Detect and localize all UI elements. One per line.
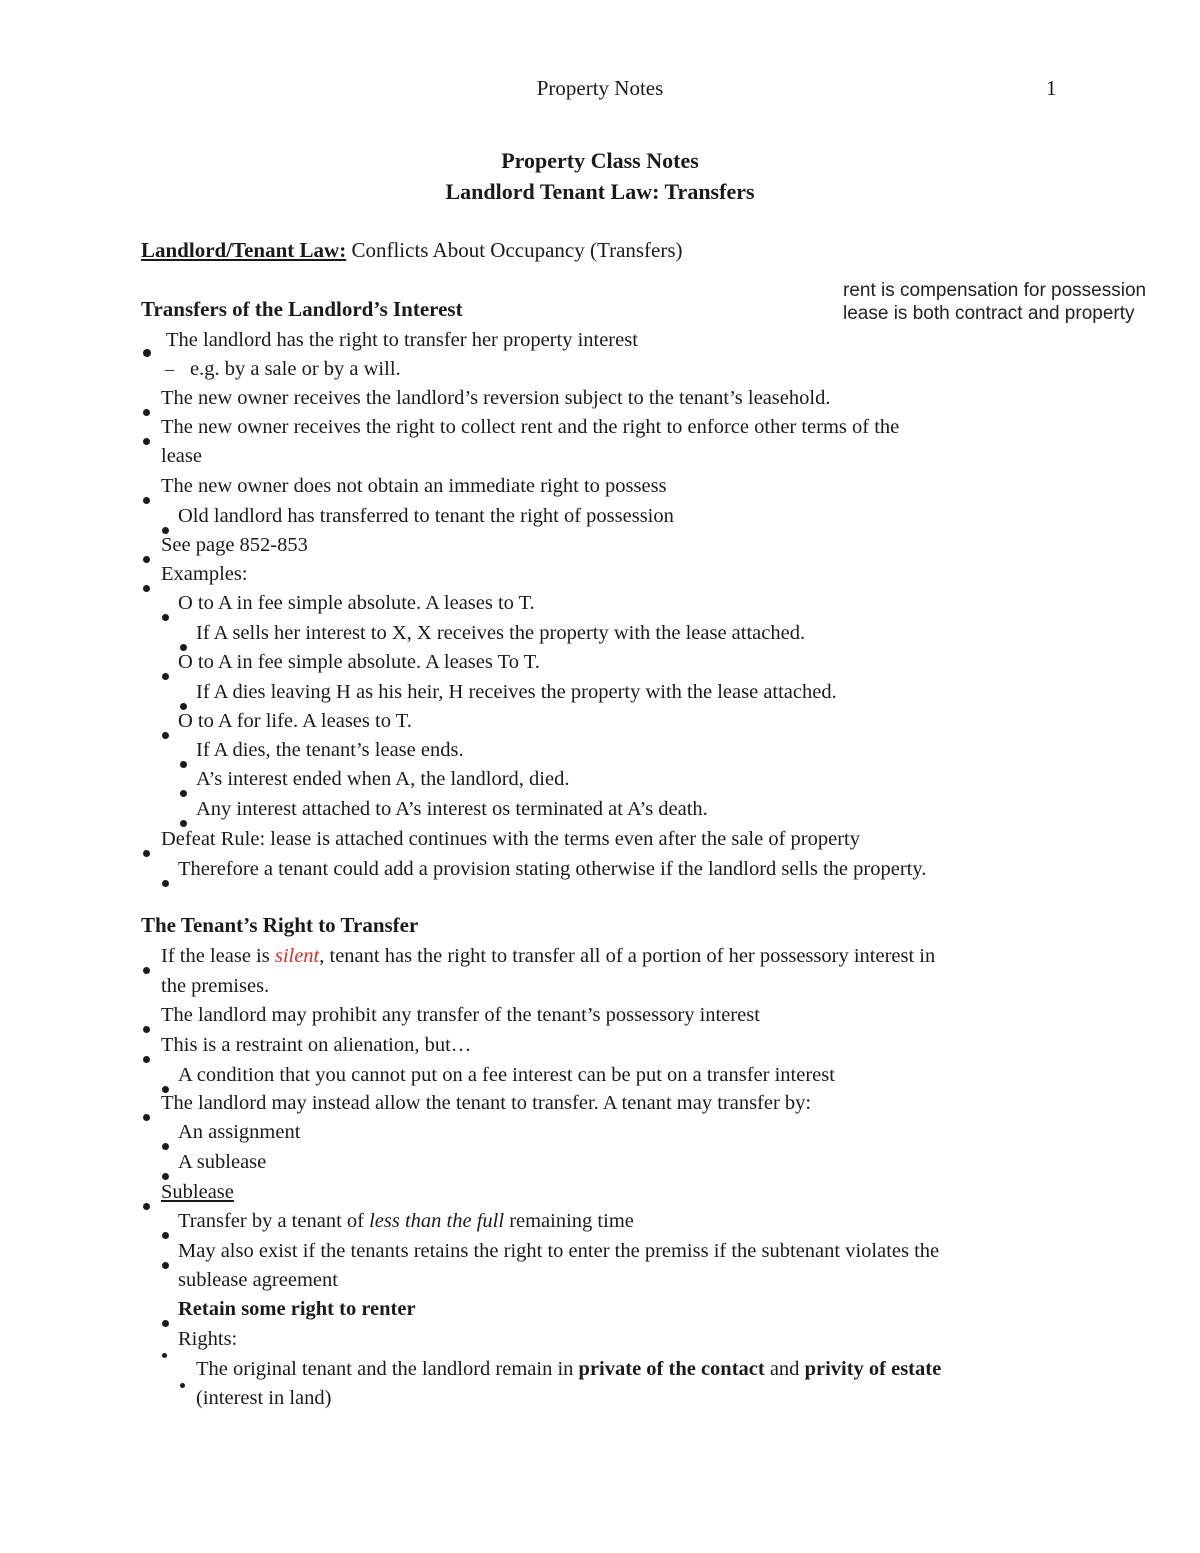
subject-line [141, 238, 683, 263]
bullet-icon [143, 438, 150, 445]
list-item: May also exist if the tenants retains the right to enter the premiss if the subtenant violates the [162, 1237, 939, 1267]
subject-text: Conflicts About Occupancy (Transfers) [346, 238, 683, 262]
bullet-icon [162, 732, 169, 739]
margin-note: lease is both contract and property [843, 303, 1135, 324]
list-item: Retain some right to renter [162, 1295, 416, 1325]
list-item: Old landlord has transferred to tenant the right of possession [162, 502, 674, 532]
list-item: If A sells her interest to X, X receives the property with the lease attached. [180, 619, 805, 649]
list-item: The landlord may prohibit any transfer of the tenant’s possessory interest [143, 1001, 760, 1031]
list-item: If the lease is silent, tenant has the right to transfer all of a portion of her possessory interest in [143, 942, 935, 972]
section-heading-tenant-transfer: The Tenant’s Right to Transfer [141, 913, 419, 937]
bullet-icon [162, 673, 169, 680]
list-item: Defeat Rule: lease is attached continues with the terms even after the sale of property [143, 825, 860, 855]
bullet-icon [143, 585, 150, 592]
bullet-icon [143, 1203, 150, 1210]
title-line-1: Property Class Notes [501, 148, 699, 173]
list-item: Transfer by a tenant of less than the full remaining time [162, 1207, 634, 1237]
list-item: A’s interest ended when A, the landlord, died. [180, 765, 569, 795]
highlighted-term: silent [274, 945, 320, 967]
bullet-icon [162, 880, 169, 887]
list-item: See page 852-853 [143, 531, 308, 561]
sublease-heading: Sublease [161, 1181, 234, 1203]
list-item: The landlord may instead allow the tenant to transfer. A tenant may transfer by: [143, 1089, 811, 1119]
list-item: O to A in fee simple absolute. A leases To T. [162, 648, 540, 678]
bullet-icon [143, 967, 150, 974]
dash-bullet-icon: – [165, 359, 174, 379]
list-item: The new owner does not obtain an immediate right to possess [143, 472, 667, 502]
bullet-icon [162, 1353, 167, 1358]
list-item: – e.g. by a sale or by a will. [165, 355, 401, 385]
list-item: Any interest attached to A’s interest os terminated at A’s death. [180, 795, 708, 825]
list-item: The new owner receives the landlord’s reversion subject to the tenant’s leasehold. [143, 384, 830, 414]
list-item: This is a restraint on alienation, but… [143, 1031, 471, 1061]
bullet-icon [180, 1383, 185, 1388]
list-item: The original tenant and the landlord remain in private of the contact and privity of estate [180, 1355, 941, 1385]
margin-note: rent is compensation for possession [843, 280, 1147, 301]
list-item: A sublease [162, 1148, 266, 1178]
bullet-icon [162, 1262, 169, 1269]
bullet-icon [143, 1114, 150, 1121]
bullet-icon [162, 614, 169, 621]
bullet-icon [143, 349, 151, 357]
margin-notes [843, 279, 1146, 325]
list-item: An assignment [162, 1118, 300, 1148]
subject-label: Landlord/Tenant Law: [141, 238, 347, 262]
running-header-title: Property Notes [536, 76, 664, 100]
list-item-continuation: sublease agreement [178, 1269, 338, 1291]
list-item: The landlord has the right to transfer her property interest [143, 326, 638, 356]
bullet-icon [143, 1056, 150, 1063]
document-title [0, 145, 1200, 207]
list-item: Examples: [143, 560, 248, 590]
list-item: If A dies, the tenant’s lease ends. [180, 736, 464, 766]
title-line-2: Landlord Tenant Law: Transfers [445, 179, 755, 204]
list-item: If A dies leaving H as his heir, H receives the property with the lease attached. [180, 678, 837, 708]
list-item: Therefore a tenant could add a provision stating otherwise if the landlord sells the property. [162, 855, 926, 885]
list-item [143, 1178, 234, 1208]
list-item: Rights: [162, 1325, 237, 1355]
list-item-continuation: (interest in land) [196, 1387, 332, 1409]
page-number: 1 [1046, 76, 1057, 100]
list-item-continuation: lease [161, 445, 202, 467]
list-item: O to A in fee simple absolute. A leases to T. [162, 589, 535, 619]
list-item: O to A for life. A leases to T. [162, 707, 412, 737]
section-heading-landlord-interest: Transfers of the Landlord’s Interest [141, 297, 463, 321]
bullet-icon [143, 850, 150, 857]
bullet-icon [143, 497, 150, 504]
list-item-continuation: the premises. [161, 975, 270, 997]
list-item: A condition that you cannot put on a fee interest can be put on a transfer interest [162, 1061, 835, 1091]
list-item: The new owner receives the right to collect rent and the right to enforce other terms of the [143, 413, 899, 443]
